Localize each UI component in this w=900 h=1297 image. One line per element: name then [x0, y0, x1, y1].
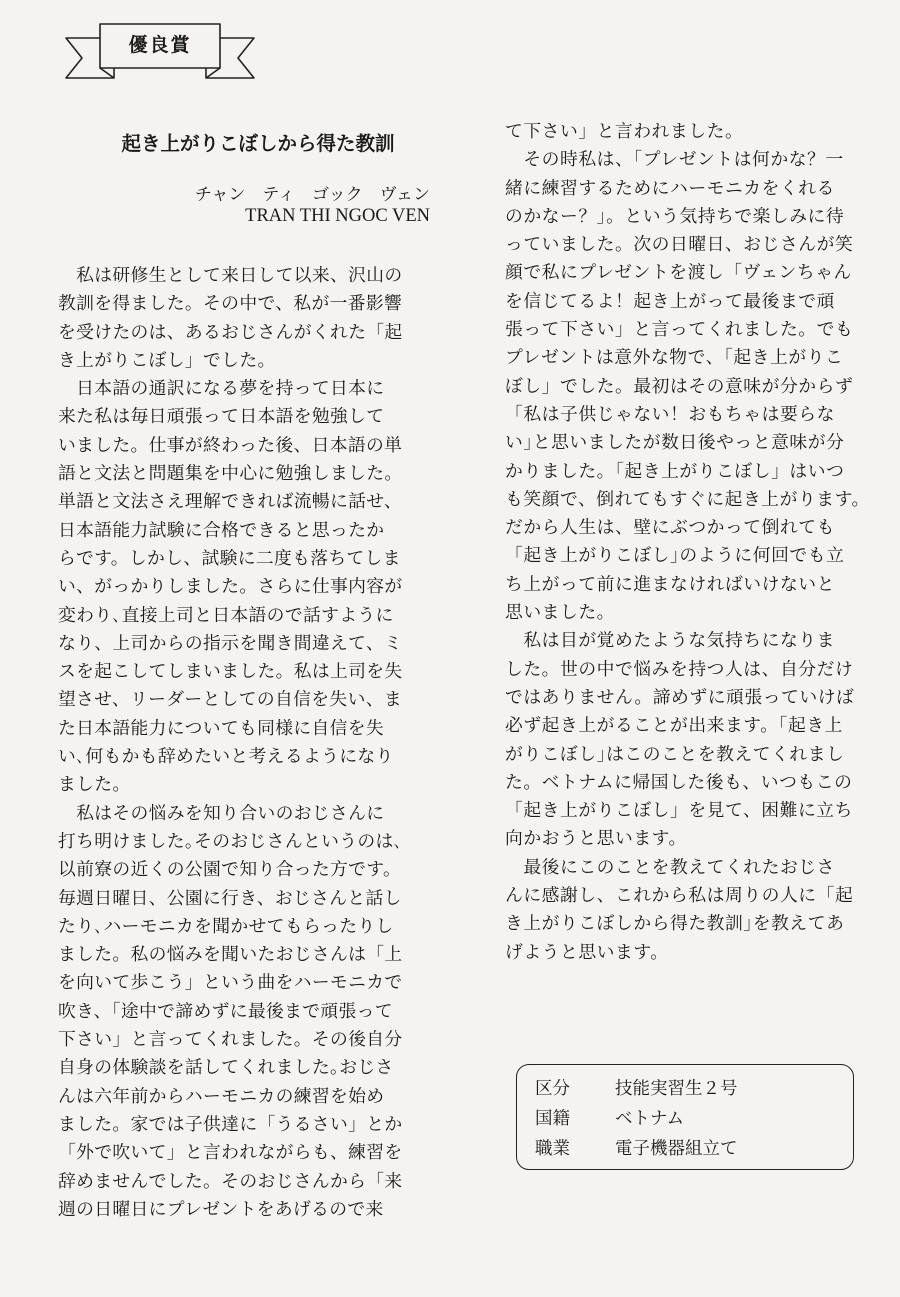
- text-line: がりこぼし｣はこのことを教えてくれまし: [505, 743, 845, 765]
- text-line: スを起こしてしまいました。私は上司を失: [58, 661, 403, 683]
- text-line: のかなー？」。という気持ちで楽しみに待: [505, 205, 845, 227]
- info-value: 技能実習生２号: [615, 1079, 738, 1099]
- text-line: 変わり､直接上司と日本語ので話すように: [58, 604, 394, 626]
- text-line: 張って下さい」と言ってくれました。でも: [505, 319, 854, 341]
- text-line: 向かおうと思います。: [505, 828, 687, 850]
- text-line: 語と文法と問題集を中心に勉強しました。: [58, 463, 403, 485]
- text-line: 「起き上がりこぼし｣のように何回でも立: [505, 545, 845, 567]
- text-line: 来た私は毎日頑張って日本語を勉強して: [58, 406, 385, 428]
- text-line: 日本語能力試験に合格できると思ったか: [58, 519, 385, 541]
- text-line: んは六年前からハーモニカの練習を始め: [58, 1085, 385, 1107]
- text-line: 週の日曜日にプレゼントをあげるので来: [58, 1198, 384, 1220]
- author-name-roman: TRAN THI NGOC VEN: [245, 206, 430, 226]
- text-line: い､何もかも辞めたいと考えるようになり: [58, 746, 394, 768]
- text-line: 下さい」と言ってくれました。その後自分: [58, 1029, 403, 1051]
- info-row-nationality: [535, 1105, 684, 1130]
- essay-title: 起き上がりこぼしから得た教訓: [121, 132, 395, 155]
- text-line: 望させ、リーダーとしての自信を失い、ま: [58, 689, 402, 711]
- text-line: 辞めませんでした。そのおじさんから「来: [58, 1170, 403, 1192]
- text-line: 「私は子供じゃない！おもちゃは要らな: [505, 403, 835, 425]
- text-line: なり、上司からの指示を聞き間違えて、ミ: [58, 632, 403, 654]
- text-line: 以前寮の近くの公園で知り合った方です。: [58, 859, 402, 881]
- text-line: 私は研修生として来日して以来、沢山の: [58, 265, 403, 286]
- text-line: ました。: [58, 774, 131, 796]
- text-line: した。世の中で悩みを持つ人は、自分だけ: [505, 658, 854, 680]
- info-key: 区分: [535, 1079, 570, 1099]
- info-key: 国籍: [535, 1109, 570, 1129]
- text-line: いました。仕事が終わった後、日本語の単: [58, 434, 403, 456]
- text-line: らです。しかし、試験に二度も落ちてしま: [58, 547, 401, 569]
- text-line: き上がりこぼしから得た教訓｣を教えてあ: [505, 913, 845, 935]
- info-row-occupation: [535, 1135, 738, 1160]
- text-line: 「外で吹いて」と言われながらも、練習を: [58, 1142, 403, 1164]
- info-value: ベトナム: [615, 1109, 685, 1129]
- text-line: を信じてるよ！起き上がって最後まで頑: [505, 290, 835, 312]
- text-line: を受けたのは、あるおじさんがくれた「起: [58, 321, 403, 343]
- text-line: て下さい」と言われました。: [505, 121, 744, 142]
- author-name-kana: チャン ティ ゴック ヴェン: [194, 185, 430, 205]
- text-line: 「起き上がりこぼし」を見て、困難に立ち: [505, 800, 853, 822]
- essay-column-left: [58, 262, 438, 1224]
- text-line: かりました。「起き上がりこぼし」はいつ: [505, 460, 845, 482]
- text-line: 必ず起き上がることが出来ます。｢起き上: [505, 715, 843, 737]
- text-line: も笑顔で、倒れてもすぐに起き上がります。: [505, 488, 870, 510]
- text-line: たり､ハーモニカを聞かせてもらったりし: [58, 915, 394, 937]
- text-line: げようと思います。: [505, 941, 669, 963]
- text-line: プレゼントは意外な物で、「起き上がりこ: [505, 347, 844, 369]
- text-line: 思いました。: [505, 602, 615, 624]
- text-line: 私はその悩みを知り合いのおじさんに: [58, 802, 385, 824]
- text-line: ぼし」でした。最初はその意味が分からず: [505, 375, 854, 397]
- text-line: ち上がって前に進まなければいけないと: [505, 573, 835, 595]
- text-line: ました。私の悩みを聞いたおじさんは「上: [58, 944, 403, 966]
- text-line: 顔で私にプレゼントを渡し「ヴェンちゃん: [505, 262, 852, 284]
- text-line: 単語と文法さえ理解できれば流暢に話せ、: [58, 491, 402, 513]
- author-info-box: [516, 1064, 854, 1170]
- text-line: 打ち明けました｡そのおじさんというのは､: [58, 830, 403, 852]
- text-line: ではありません。諦めずに頑張っていけば: [505, 686, 855, 708]
- text-line: 日本語の通訳になる夢を持って日本に: [58, 378, 385, 400]
- text-line: その時私は、「プレゼントは何かな？一: [505, 149, 844, 171]
- text-line: き上がりこぼし」でした。: [58, 349, 276, 371]
- text-line: 緒に練習するためにハーモニカをくれる: [505, 177, 835, 199]
- essay-column-right: [505, 118, 895, 967]
- text-line: を向いて歩こう」という曲をハーモニカで: [58, 972, 403, 994]
- text-line: ました。家では子供達に「うるさい」とか: [58, 1113, 403, 1135]
- info-key: 職業: [535, 1139, 570, 1159]
- text-line: た。ベトナムに帰国した後も、いつもこの: [505, 771, 853, 793]
- text-line: い｣と思いましたが数日後やっと意味が分: [505, 432, 845, 454]
- text-line: 毎週日曜日、公園に行き、おじさんと話し: [58, 887, 402, 909]
- text-line: い、がっかりしました。さらに仕事内容が: [58, 576, 403, 598]
- text-line: 教訓を得ました。その中で、私が一番影響: [58, 293, 403, 315]
- text-line: た日本語能力についても同様に自信を失: [58, 717, 385, 739]
- text-line: っていました。次の日曜日、おじさんが笑: [505, 234, 854, 256]
- award-label: 優良賞: [128, 34, 192, 56]
- info-row-category: [535, 1075, 738, 1100]
- info-value: 電子機器組立て: [615, 1139, 738, 1159]
- text-line: んに感謝し、これから私は周りの人に「起: [505, 885, 854, 907]
- text-line: 最後にこのことを教えてくれたおじさ: [505, 856, 835, 878]
- award-banner: [62, 16, 258, 82]
- text-line: だから人生は、壁にぶつかって倒れても: [505, 517, 835, 539]
- text-line: 吹き、「途中で諦めずに最後まで頑張って: [58, 1000, 393, 1022]
- text-line: 自身の体験談を話してくれました｡おじさ: [58, 1057, 394, 1079]
- text-line: 私は目が覚めたような気持ちになりま: [505, 630, 835, 652]
